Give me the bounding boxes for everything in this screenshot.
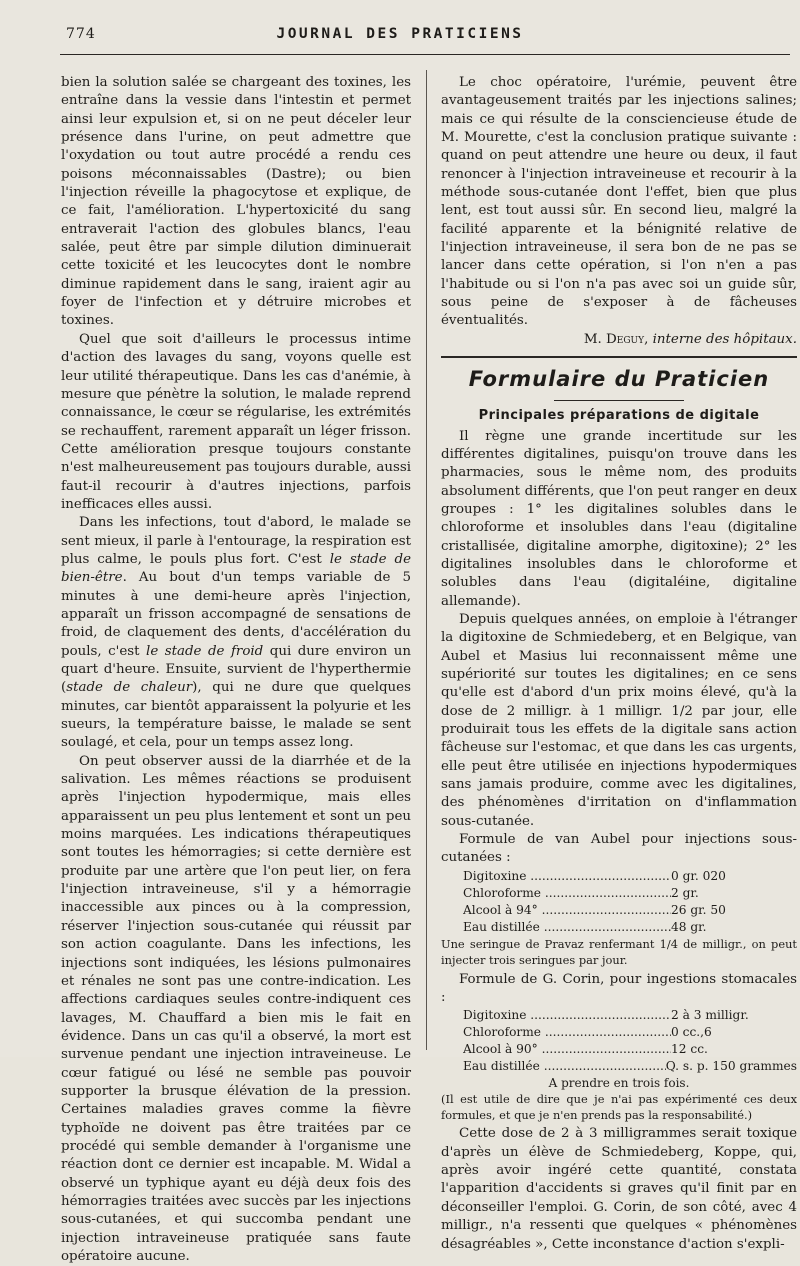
signature-name: M. Deguy,: [583, 331, 649, 347]
formula-intro: Formule de van Aubel pour injections sous-cutanées :: [441, 832, 797, 866]
formula-van-aubel: [441, 868, 797, 936]
formula-intro: Formule de G. Corin, pour ingestions stomacales :: [441, 971, 797, 1006]
page-number: 774: [66, 26, 96, 42]
paragraph: Depuis quelques années, on emploie à l'étranger la digitoxine de Schmiedeberg, et en Belgique, van Aubel et Masius lui reconnaissent même une supériorité sur toutes les digitalines; en ce sens qu'elle est d'abord d'un prix moins élevé, qu'à la dose de 2 milligr. à 1 milligr. 1/2 par jour, elle produirait tous les effets de la digitale sans action fâcheuse sur l'estomac, et que dans les cas urgents, elle peut être utilisée en injections hypodermiques sans jamais produire, comme avec les digitalines, des phénomènes d'irritation on d'inflammation sous-cutanée.: [441, 611, 797, 829]
section-rule: [554, 400, 684, 401]
formula-row: Chloroforme ..... 0 cc.,6: [441, 1024, 797, 1041]
paragraph: Dans les infections, tout d'abord, le malade se sent mieux, il parle à l'entourage, la respiration est plus calme, le pouls plus fort. C'est le stade de bien-être. Au bout d'un temps variable de 5 minutes à une demi-heure après l'injection, apparaît un frisson accompagné de sensations de froid, de claquement des dents, d'accélération du pouls, c'est le stade de froid qui dure environ un quart d'heure. Ensuite, survient de l'hyperthermie (stade de chaleur), qui ne dure que quelques minutes, car bientôt apparaissent la polyurie et les sueurs, la température baisse, le malade se sent soulagé, et cela, pour un temps assez long.: [61, 515, 411, 751]
signature: [441, 331, 797, 349]
formula-row: Digitoxine ..... 2 à 3 milligr.: [441, 1007, 797, 1024]
running-title: JOURNAL DES PRATICIENS: [276, 26, 524, 42]
formula-row: Eau distillée ..... 48 gr.: [441, 919, 797, 936]
page-header: [0, 26, 800, 50]
right-column: [441, 74, 797, 1254]
formula-row: Chloroforme ..... 2 gr.: [441, 885, 797, 902]
paragraph: bien la solution salée se chargeant des toxines, les entraîne dans la vessie dans l'intestin et permet ainsi leur expulsion et, si on ne peut déceler leur présence dans l'urine, on peut admettre que l'oxydation ou tout autre procédé a rendu ces poisons méconnaissables (Dastre); ou bien l'injection réveille la phagocytose et explique, de ce fait, l'amélioration. L'hypertoxicité du sang entraverait l'action des globules blancs, l'eau salée, peut être par simple dilution diminuerait cette toxicité et les leucocytes dont le nombre diminue rapidement dans le sang, iraient agir au foyer de l'infection et y détruire microbes et toxines.: [61, 75, 411, 329]
paragraph: Cette dose de 2 à 3 milligrammes serait toxique d'après un élève de Schmiedeberg, Koppe, qui, après avoir ingéré cette quantité, constata l'apparition d'accidents si graves qu'il finit par en déconseiller l'emploi. G. Corin, de son côté, avec 4 milligr., n'a ressenti que quelques « phénomènes désagréables », Cette inconstance d'action s'expli-: [441, 1126, 797, 1252]
paragraph: Quel que soit d'ailleurs le processus intime d'action des lavages du sang, voyons quelle est leur utilité thérapeutique. Dans les cas d'anémie, à mesure que pénètre la solution, le malade reprend connaissance, le cœur se régularise, les extrémités se rechauffent, rarement apparaît un léger frisson. Cette amélioration presque toujours constante n'est malheureusement pas toujours durable, aussi faut-il recourir à d'autres injections, parfois inefficaces elles aussi.: [61, 331, 411, 512]
subheading: Principales préparations de digitale: [478, 408, 760, 424]
paragraph: On peut observer aussi de la diarrhée et de la salivation. Les mêmes réactions se produisent après l'injection hypodermique, mais elles apparaissent un peu plus lentement et sont un peu moins marquées. Les indications thérapeutiques sont toutes les hémorragies; si cette dernière est produite par une artère que l'on peut lier, on fera l'injection intraveineuse, s'il y a hémorragie inaccessible aux pinces ou à la compression, réserver l'injection sous-cutanée qui réussit par son action coagulante. Dans les infections, les injections sont indiquées, les lésions pulmonaires et rénales ne sont pas une contre-indication. Les affections cardiaques seules contre-indiquent ces lavages, M. Chauffard a bien mis le fait en évidence. Dans un cas qu'il a observé, la mort est survenue pendant une injection intraveineuse. Le cœur fatigué ou lésé ne semble pas pouvoir supporter la brusque élévation de la pression. Certaines maladies graves comme la fièvre typhoïde ne doivent pas être traitées par ce procédé qui semble demander à l'organisme une réaction dont ce dernier est incapable. M. Widal a observé un typhique ayant eu déjà deux fois des hémorragies traitées avec succès par les injections sous-cutanées, et qui succomba pendant une injection intraveineuse pratiquée sans faute opératoire aucune.: [61, 753, 411, 1264]
disclaimer-note: (Il est utile de dire que je n'ai pas expérimenté ces deux formules, et que je n'en prends pas la responsabilité.): [441, 1092, 797, 1123]
formula-row: Alcool à 90° ..... 12 cc.: [441, 1041, 797, 1058]
formula-corin: [441, 1007, 797, 1075]
formula-note: Une seringue de Pravaz renfermant 1/4 de milligr., on peut injecter trois seringues par jour.: [441, 936, 797, 967]
left-column: [61, 74, 411, 1266]
paragraph: Il règne une grande incertitude sur les différentes digitalines, puisqu'on trouve dans les pharmacies, sous le même nom, des produits absolument différents, que l'on peut ranger en deux groupes : 1° les digitalines solubles dans le chloroforme et insolubles dans l'eau (digitaline cristallisée, digitaline amorphe, digitoxine); 2° les digitalines insolubles dans le chloroforme et solubles dans l'eau (digitaléine, digitaline allemande).: [441, 428, 797, 609]
column-divider: [426, 70, 427, 1050]
dosage-note: A prendre en trois fois.: [548, 1076, 690, 1091]
signature-role: interne des hôpitaux.: [652, 331, 797, 347]
section-title: Formulaire du Praticien: [441, 356, 797, 394]
formula-row: Digitoxine ..... 0 gr. 020: [441, 868, 797, 885]
paragraph: Le choc opératoire, l'urémie, peuvent être avantageusement traités par les injections salines; mais ce qui résulte de la consciencieuse étude de M. Mourette, c'est la conclusion pratique suivante : quand on peut attendre une heure ou deux, il faut renoncer à l'injection intraveineuse et recourir à la méthode sous-cutanée dont l'effet, bien que plus lent, est tout aussi sûr. En second lieu, malgré la facilité apparente et la bénignité relative de l'injection intraveineuse, il sera bon de ne pas se lancer dans cette opération, si l'on n'en a pas l'habitude ou si l'on n'a pas avec soi un guide sûr, sous peine de s'exposer à de fâcheuses éventualités.: [441, 75, 797, 329]
formula-row: Alcool à 94° ..... 26 gr. 50: [441, 902, 797, 919]
header-rule: [60, 54, 790, 55]
formula-row: Eau distillée ..... Q. s. p. 150 grammes: [441, 1058, 797, 1075]
